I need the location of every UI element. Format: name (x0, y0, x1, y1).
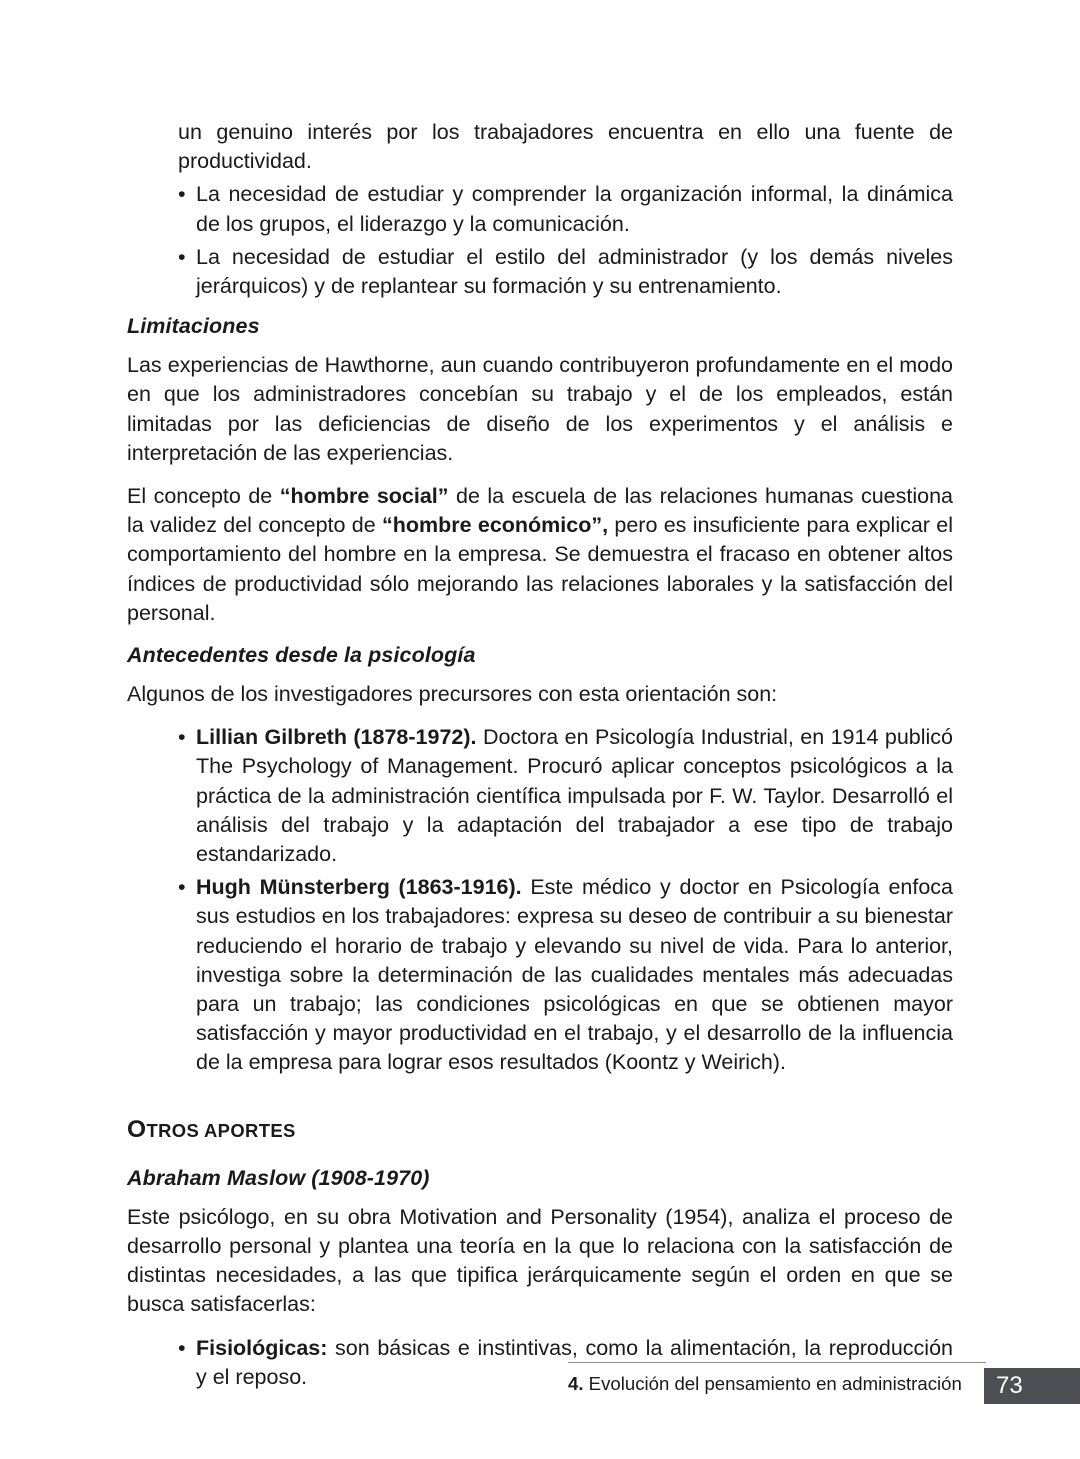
bullet-icon: • (178, 1335, 186, 1360)
paragraph-text-run: pero es insuficiente para explicar el comportamiento del hombre en la empresa. Se demuestra el fracaso en obtener altos índices de productividad sólo mejorando las relaciones laborales y la satisfacción del personal. (127, 513, 953, 625)
limitaciones-paragraph-1: Las experiencias de Hawthorne, aun cuando contribuyeron profundamente en el modo en que los administradores concebían su trabajo y el de los empleados, están limitadas por las deficiencias de diseño de los experimentos y el análisis e interpretación de las experiencias. (127, 353, 953, 465)
emphasis-hombre-social: “hombre social” (279, 484, 449, 509)
bullet-icon: • (178, 244, 186, 269)
bullet-icon: • (178, 875, 186, 900)
heading-abraham-maslow: Abraham Maslow (1908-1970) (127, 1165, 430, 1190)
heading-otros-aportes (127, 1115, 953, 1143)
antecedentes-intro: Algunos de los investigadores precursores con esta orientación son: (127, 682, 778, 707)
page-content (127, 118, 953, 1404)
list-item-lead: Lillian Gilbreth (1878-1972). (196, 725, 477, 750)
list-item (145, 180, 953, 238)
footer-chapter-title: Evolución del pensamiento en administración (583, 1373, 962, 1394)
page-number-badge (984, 1368, 1080, 1404)
footer-chapter-number: 4. (568, 1373, 584, 1394)
maslow-paragraph: Este psicólogo, en su obra Motivation and Personality (1954), analiza el proceso de desarrollo personal y plantea una teoría en la que lo relaciona con la satisfacción de distintas necesidades, a las que tipifica jerárquicamente según el orden en que se busca satisfacerlas: (127, 1204, 953, 1317)
paragraph-text-run: El concepto de (127, 484, 280, 509)
list-item (145, 873, 953, 1077)
list-item-lead: Hugh Münsterberg (1863-1916). (196, 875, 522, 900)
page-number: 73 (996, 1372, 1023, 1399)
list-item-text: Doctora en Psicología Industrial, en 1914 publicó The Psychology of Management. Procuró aplicar conceptos psicológicos a la práctica de la administración científica impulsada por F. W. Taylor. Desarrolló el análisis del trabajo y la adaptación del trabajador a ese tipo de trabajo estandarizado. (196, 725, 953, 867)
paragraph-text-run: de la escuela de las relaciones humanas cuestiona la validez del concepto de (127, 484, 954, 538)
list-item-text: Este médico y doctor en Psicología enfoca sus estudios en los trabajadores: expresa su deseo de contribuir a su bienestar reduciendo el horario de trabajo y elevando su nivel de vida. Para lo anterior, investiga sobre la determinación de las cualidades mentales más adecuadas para un trabajo; las condiciones psicológicas en que se obtienen mayor satisfacción y mayor productividad en el trabajo, y el desarrollo de la influencia de la empresa para lograr esos resultados (Koontz y Weirich). (196, 875, 953, 1075)
list-item-text: La necesidad de estudiar y comprender la organización informal, la dinámica de los grupos, el liderazgo y la comunicación. (196, 182, 953, 236)
heading-limitaciones: Limitaciones (127, 314, 260, 339)
footer-chapter-label (568, 1371, 968, 1397)
list-item-text: son básicas e instintivas, como la alimentación, la reproducción y el reposo. (196, 1335, 953, 1389)
heading-initial-cap: O (127, 1115, 147, 1143)
top-bullet-list (145, 180, 953, 301)
bullet-icon: • (178, 725, 186, 750)
list-item-text: La necesidad de estudiar el estilo del administrador (y los demás niveles jerárquicos) y de replantear su formación y su entrenamiento. (196, 244, 953, 299)
page-footer (0, 1352, 1080, 1422)
list-item (145, 723, 953, 869)
bullet-icon: • (178, 182, 186, 207)
footer-divider (568, 1362, 986, 1363)
antecedentes-list (145, 723, 953, 1077)
list-item (145, 243, 953, 301)
limitaciones-paragraph-2 (127, 482, 953, 628)
list-item-lead: Fisiológicas: (196, 1335, 328, 1360)
emphasis-hombre-economico: “hombre económico”, (381, 513, 609, 538)
continuation-paragraph: un genuino interés por los trabajadores encuentra en ello una fuente de productividad. (178, 120, 953, 174)
heading-small-caps: TROS APORTES (146, 1119, 296, 1141)
heading-antecedentes: Antecedentes desde la psicología (127, 643, 476, 668)
